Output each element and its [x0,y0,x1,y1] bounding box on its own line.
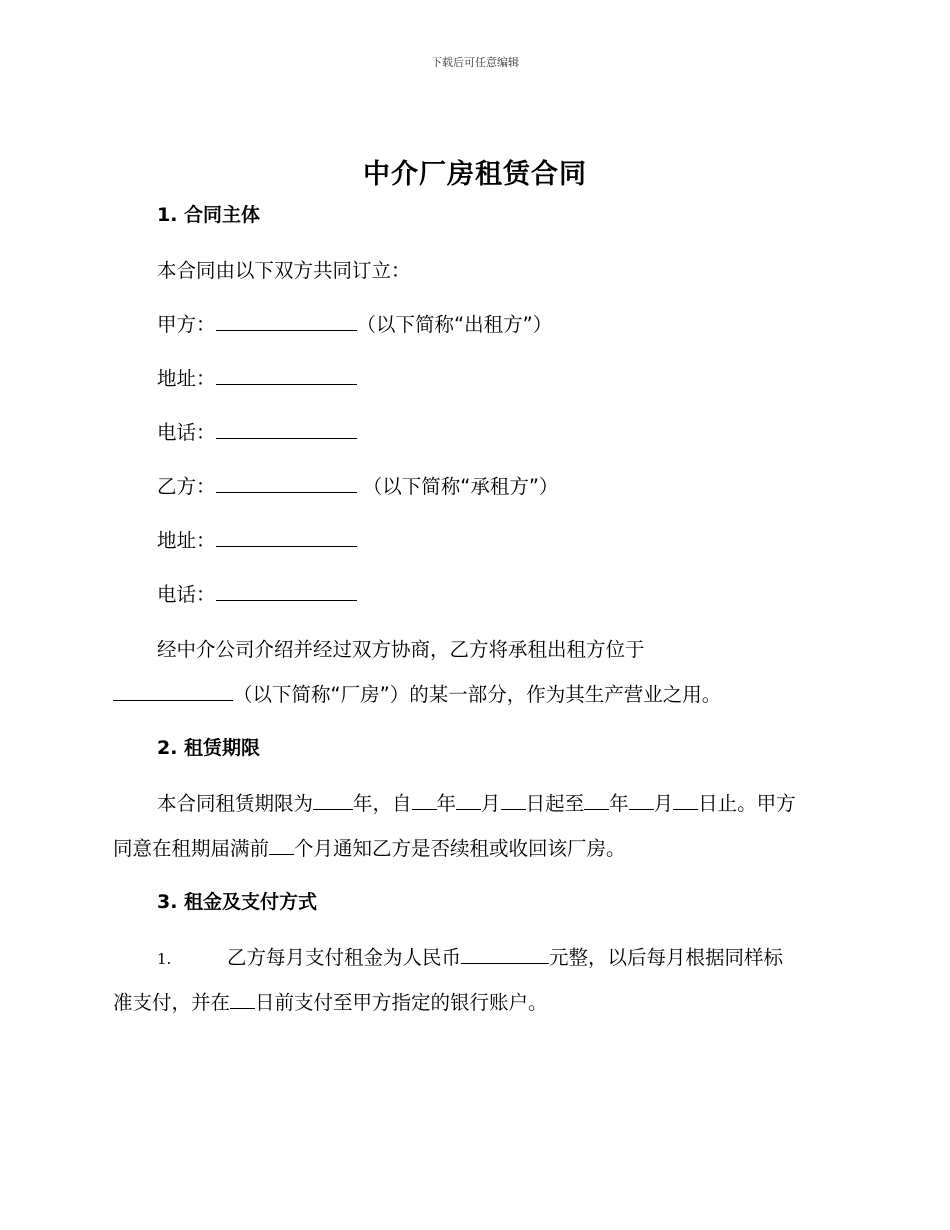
payment-day-blank [230,990,255,1009]
agency-paragraph-line2-text: （以下简称“厂房”）的某一部分，作为其生产营业之用。 [233,683,722,706]
end-year-blank [584,791,609,810]
party-a-address-line [157,363,357,391]
rent-text: 乙方每月支付租金为人民币 [227,946,462,969]
document-title: 中介厂房租赁合同 [363,159,587,190]
term-line1 [157,788,796,816]
term-text: 月 [481,792,501,815]
rent-text: 日前支付至甲方指定的银行账户。 [255,991,548,1014]
term-text: 本合同租赁期限为 [157,792,314,815]
term-text: 年 [436,792,457,815]
party-b-suffix: （以下简称“承租方”） [362,475,559,498]
address-blank [216,366,357,385]
phone-blank [216,420,357,439]
agency-paragraph-line1: 经中介公司介绍并经过双方协商，乙方将承租出租方位于 [157,638,645,661]
term-text: 年 [609,792,629,815]
party-b-blank [216,474,357,493]
rent-item-line1 [157,942,783,970]
rent-text: 元整，以后每月根据同样标 [549,946,784,969]
rent-amount-blank [461,945,549,964]
address-label: 地址： [157,529,216,552]
start-day-blank [501,791,526,810]
party-a-line [157,309,552,337]
rent-text: 准支付，并在 [113,991,231,1014]
term-text: 年，自 [353,792,412,815]
end-month-blank [629,791,654,810]
term-text: 月 [653,792,674,815]
term-text: 个月通知乙方是否续租或收回该厂房。 [294,837,626,860]
term-line2 [113,833,626,861]
party-a-label: 甲方： [157,313,216,336]
party-a-phone-line [157,417,357,445]
section-heading-parties: 1. 合同主体 [157,204,261,226]
start-month-blank [456,791,481,810]
address-label: 地址： [157,367,216,390]
term-text: 同意在租期届满前 [113,837,270,860]
notice-months-blank [269,836,294,855]
years-blank [313,791,353,810]
party-b-label: 乙方： [157,475,216,498]
section-heading-rent: 3. 租金及支付方式 [157,891,318,913]
term-text: 日起至 [525,792,585,815]
header-note: 下载后可任意编辑 [431,56,519,69]
phone-label: 电话： [157,583,216,606]
intro-text: 本合同由以下双方共同订立： [157,259,411,282]
phone-blank [216,582,357,601]
agency-paragraph-line2 [113,679,721,707]
start-year-blank [412,791,437,810]
section-heading-term: 2. 租赁期限 [157,737,261,759]
address-blank [216,528,357,547]
party-b-phone-line [157,579,357,607]
phone-label: 电话： [157,421,216,444]
party-b-line [157,471,558,499]
end-day-blank [673,791,698,810]
location-blank [113,682,233,701]
party-a-suffix: （以下简称“出租方”） [356,313,553,336]
party-b-address-line [157,525,357,553]
rent-item-line2 [113,987,548,1015]
party-a-blank [216,312,357,331]
term-text: 日止。甲方 [698,792,796,815]
list-number: 1. [157,950,172,968]
